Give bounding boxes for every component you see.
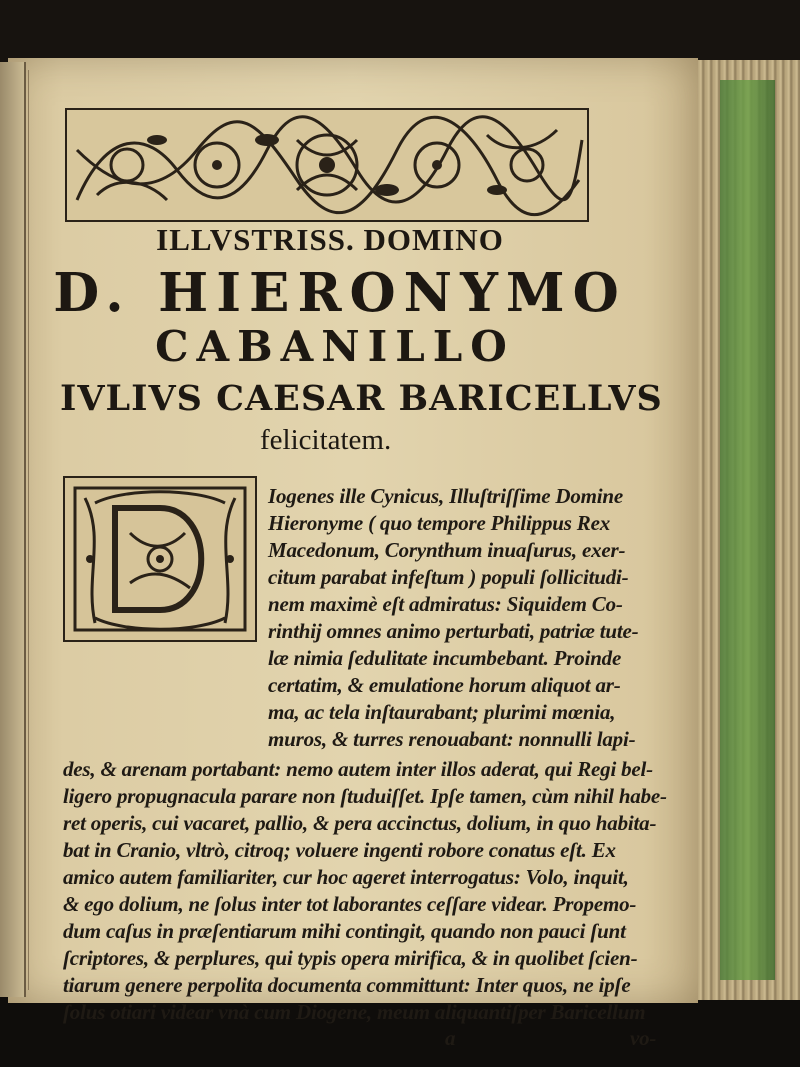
text-line: tiarum genere perpolita documenta committunt: Inter quos, ne ipſe [63,973,631,997]
dedication-line-1: ILLVSTRISS. DOMINO [156,222,504,257]
text-line: muros, & turres renouabant: nonnulli lapi- [268,727,636,751]
text-line: ſcriptores, & perplures, qui typis opera mirifica, & in quolibet ſcien- [63,946,638,970]
dedication-line-5: felicitatem. [260,424,392,456]
signature-mark: a [445,1026,456,1050]
text-line: Iogenes ille Cynicus, Illuſtriſſime Domine [268,484,624,508]
book-gutter [0,62,26,997]
text-line: & ego dolium, ne ſolus inter tot laborantes ceſſare videar. Propemo- [63,892,637,916]
catchword: vo- [630,1026,657,1050]
text-line: bat in Cranio, vltrò, citroq; voluere ingenti robore conatus eſt. Ex [63,838,616,862]
text-line: rinthij omnes animo perturbati, patriæ tute- [268,619,639,643]
text-line: Hieronyme ( quo tempore Philippus Rex [268,511,611,535]
dedication-line-4: IVLIVS CAESAR BARICELLVS [60,378,663,419]
scan-background-top [0,0,800,62]
text-line: ret operis, cui vacaret, pallio, & pera accinctus, dolium, in quo habita- [63,811,657,835]
dedication-line-3: CABANILLO [155,322,515,371]
ornamental-headpiece [65,108,589,222]
page-margin-line [28,70,29,990]
dedication-line-2: D. HIERONYMO [53,262,627,324]
decorated-initial-d [63,476,257,642]
text-line: ligero propugnacula parare non ſtuduiſſet. Ipſe tamen, cùm nihil habe- [63,784,667,808]
text-line: ſolus otiari videar vnà cum Diogene, meum aliquantiſper Baricellum [63,1000,646,1024]
text-line: certatim, & emulatione horum aliquot ar- [268,673,621,697]
text-line: amico autem familiariter, cur hoc ageret interrogatus: Volo, inquit, [63,865,629,889]
text-line: Macedonum, Corynthum inuaſurus, exer- [268,538,626,562]
text-line: dum caſus in præſentiarum mihi contingit, quando non pauci ſunt [63,919,626,943]
text-line: des, & arenam portabant: nemo autem inter illos aderat, qui Regi bel- [63,757,653,781]
text-line: citum parabat infeſtum ) populi ſollicitudi- [268,565,629,589]
text-line: ma, ac tela inſtaurabant; plurimi mœnia, [268,700,616,724]
text-line: nem maximè eſt admiratus: Siquidem Co- [268,592,623,616]
green-cloth-edge [720,80,775,980]
text-line: læ nimia ſedulitate incumbebant. Proinde [268,646,622,670]
